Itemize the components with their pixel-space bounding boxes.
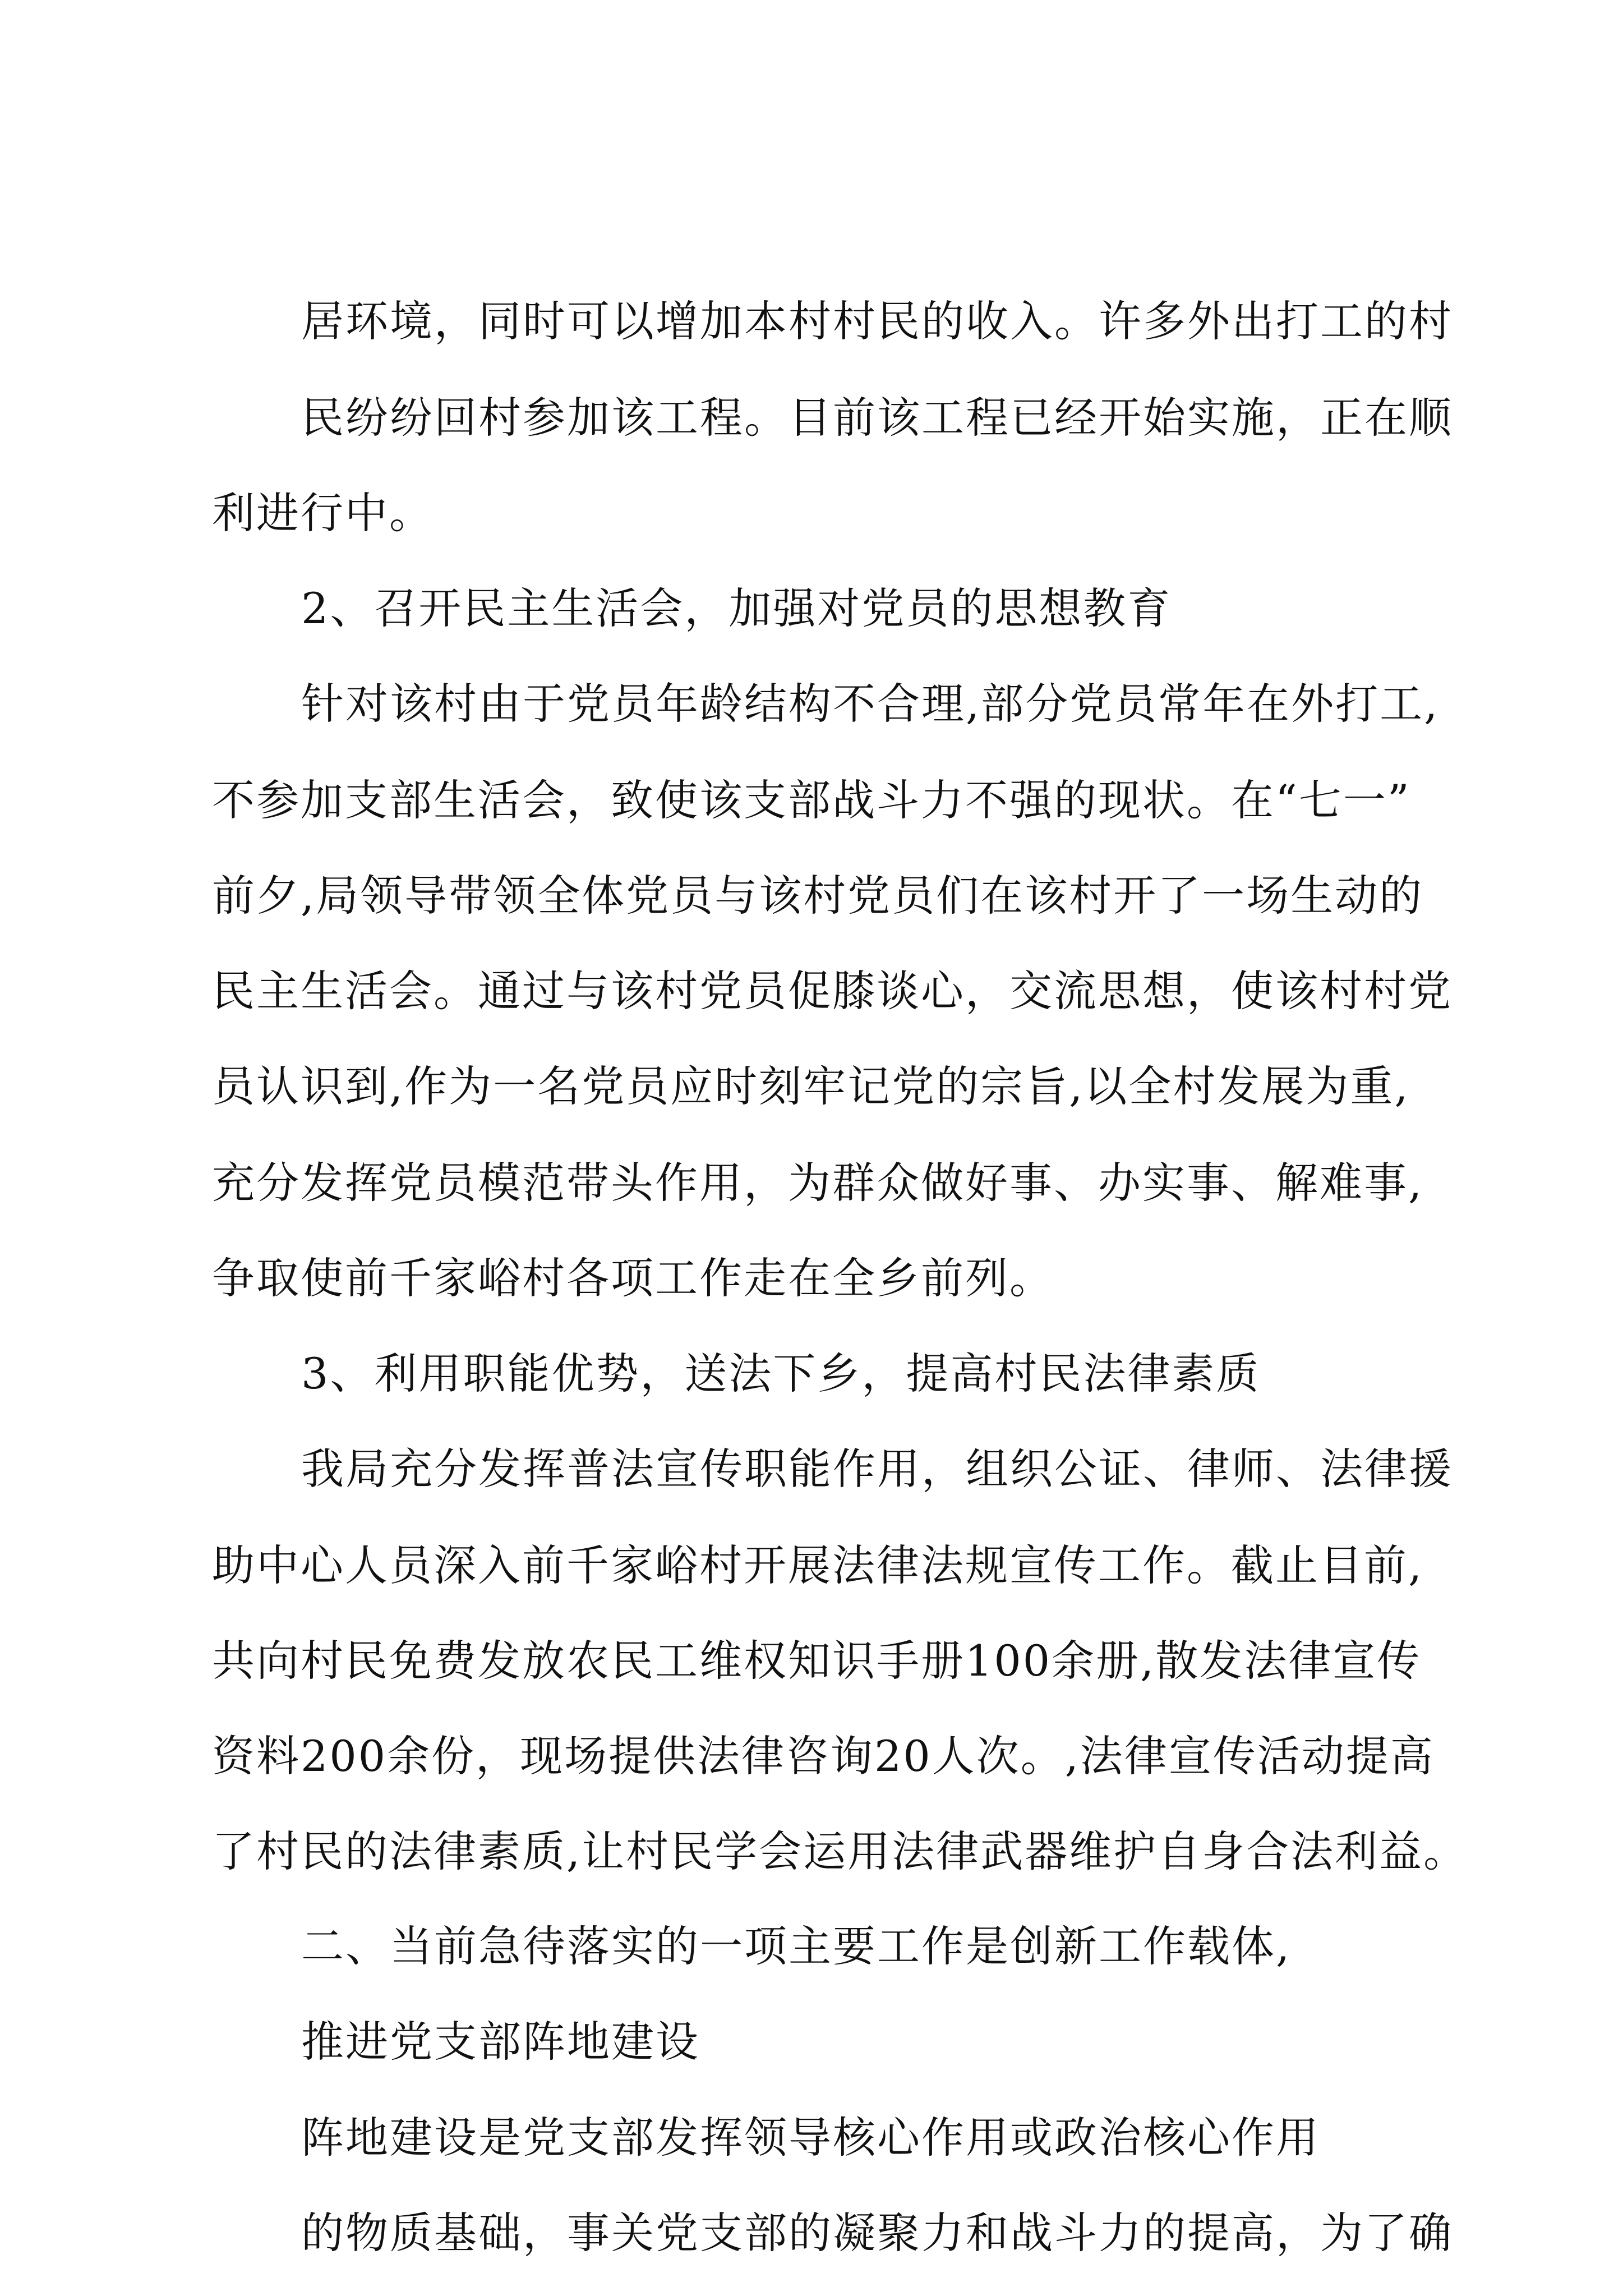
section-heading: 推进党支部阵地建设 [301, 2017, 700, 2067]
body-line: 共向村民免费发放农民工维权知识手册100余册,散发法律宣传 [212, 1636, 1422, 1686]
body-line: 争取使前千家峪村各项工作走在全乡前列。 [212, 1253, 1054, 1303]
section-heading: 二、当前急待落实的一项主要工作是创新工作载体, [301, 1921, 1292, 1971]
body-line: 利进行中。 [212, 488, 434, 538]
body-line: 居环境，同时可以增加本村村民的收入。许多外出打工的村 [301, 296, 1453, 346]
section-heading: 3、利用职能优势，送法下乡，提高村民法律素质 [301, 1349, 1261, 1398]
body-line: 资料200余份，现场提供法律咨询20人次。,法律宣传活动提高 [212, 1731, 1435, 1781]
body-line: 了村民的法律素质,让村民学会运用法律武器维护自身合法利益。 [212, 1826, 1468, 1876]
body-line: 民主生活会。通过与该村党员促膝谈心，交流思想，使该村村党 [212, 966, 1453, 1016]
body-line: 民纷纷回村参加该工程。目前该工程已经开始实施，正在顺 [301, 393, 1453, 443]
body-line: 我局充分发挥普法宣传职能作用，组织公证、律师、法律援 [301, 1444, 1453, 1494]
body-line: 助中心人员深入前千家峪村开展法律法规宣传工作。截止目前, [212, 1540, 1424, 1590]
body-line: 充分发挥党员模范带头作用，为群众做好事、办实事、解难事, [212, 1158, 1424, 1208]
body-line: 员认识到,作为一名党员应时刻牢记党的宗旨,以全村发展为重, [212, 1061, 1410, 1111]
body-line: 针对该村由于党员年龄结构不合理,部分党员常年在外打工, [301, 679, 1440, 729]
body-line: 的物质基础，事关党支部的凝聚力和战斗力的提高，为了确 [301, 2208, 1453, 2258]
body-line: 阵地建设是党支部发挥领导核心作用或政治核心作用 [301, 2113, 1320, 2162]
body-line: 前夕,局领导带领全体党员与该村党员们在该村开了一场生动的 [212, 871, 1424, 921]
body-line: 不参加支部生活会，致使该支部战斗力不强的现状。在“七一” [212, 775, 1411, 825]
section-heading: 2、召开民主生活会，加强对党员的思想教育 [301, 583, 1172, 633]
